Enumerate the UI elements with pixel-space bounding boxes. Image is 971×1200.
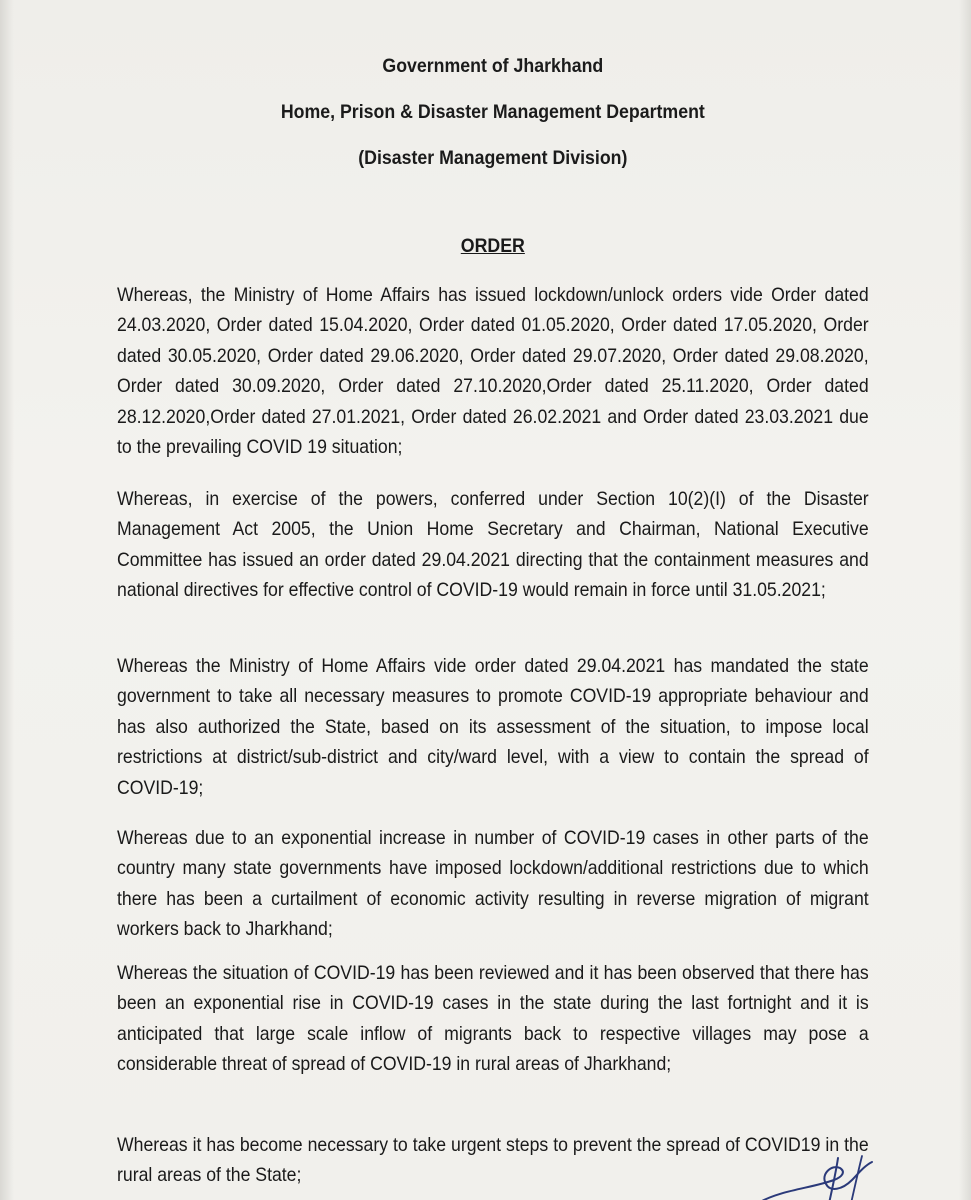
paragraph-mha-mandate: Whereas the Ministry of Home Affairs vide order dated 29.04.2021 has mandated the state government to take all necessary measures to promote COVID-19 appropriate behaviour and has also authorized the State, based on its assessment of the situation, to impose local restrictions at district/sub-district and city/ward level, with a view to contain the spread of COVID-19; (117, 655, 869, 799)
signature-mark (742, 1150, 942, 1200)
paragraph-situation-review: Whereas the situation of COVID-19 has been reviewed and it has been observed that there has been an exponential rise in COVID-19 cases in the state during the last fortnight and it is anticipated that large scale inflow of migrants back to respective villages may pose a considerable threat of spread of COVID-19 in rural areas of Jharkhand; (117, 962, 869, 1076)
page-edge-shadow-right (959, 0, 971, 1200)
paragraph-migration: Whereas due to an exponential increase in number of COVID-19 cases in other parts of the country many state governments have imposed lockdown/additional restrictions due to which there has been a curtailment of economic activity resulting in reverse migration of migrant workers back to Jharkhand; (117, 827, 869, 941)
paragraph-urgent-steps: Whereas it has become necessary to take urgent steps to prevent the spread of COVID19 in the rural areas of the State; (117, 1134, 869, 1187)
page-edge-shadow-left (0, 0, 14, 1200)
header-division: (Disaster Management Division) (358, 147, 628, 169)
paragraph-dm-act: Whereas, in exercise of the powers, conferred under Section 10(2)(I) of the Disaster Management Act 2005, the Union Home Secretary and Chairman, National Executive Committee has issued an order dated 29.04.2021 directing that the containment measures and national directives for effective control of COVID-19 would remain in force until 31.05.2021; (117, 488, 869, 602)
paragraph-mha-orders: Whereas, the Ministry of Home Affairs has issued lockdown/unlock orders vide Order dated 24.03.2020, Order dated 15.04.2020, Order dated 01.05.2020, Order dated 17.05.2020, Order dated 30.05.2020, Order dated 29.06.2020, Order dated 29.07.2020, Order dated 29.08.2020, Order dated 30.09.2020, Order dated 27.10.2020,Order dated 25.11.2020, Order dated 28.12.2020,Order dated 27.01.2021, Order dated 26.02.2021 and Order dated 23.03.2021 due to the prevailing COVID 19 situation; (117, 284, 869, 459)
header-department: Home, Prison & Disaster Management Department (280, 101, 705, 123)
header-government: Government of Jharkhand (382, 55, 604, 77)
order-title: ORDER (460, 235, 525, 257)
